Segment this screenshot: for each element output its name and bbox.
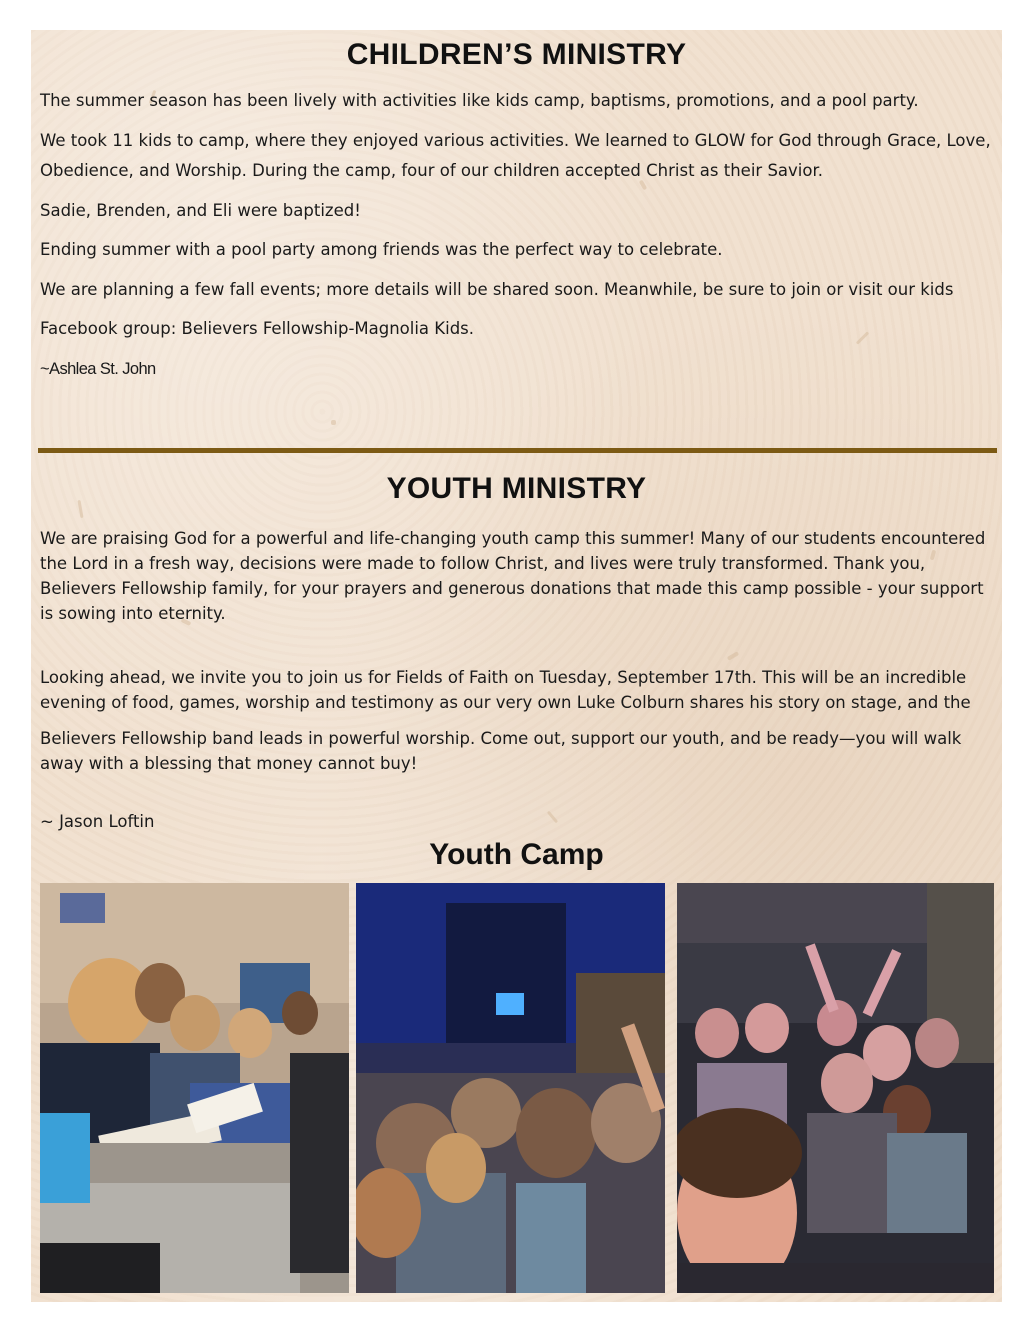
group-selfie-photo [677, 883, 994, 1293]
childrens-ministry-heading: CHILDREN’S MINISTRY [346, 38, 687, 71]
newsletter-page [31, 30, 1002, 1302]
youth-ministry-heading: YOUTH MINISTRY [386, 472, 647, 505]
children-paragraph-2: We took 11 kids to camp, where they enjoyed various activities. We learned to GLOW for God through Grace, Love, Obedience, and Worship. During the camp, four of our children accepted Christ as their Savior. [40, 131, 991, 180]
children-signature: ~Ashlea St. John [40, 360, 156, 378]
children-paragraph-6: Facebook group: Believers Fellowship-Magnolia Kids. [40, 319, 475, 338]
section-divider [38, 448, 997, 453]
youth-paragraph-3: Believers Fellowship band leads in powerful worship. Come out, support our youth, and be ready—you will walk away with a blessing that money cannot buy! [40, 729, 962, 773]
youth-camp-heading: Youth Camp [429, 838, 604, 871]
youth-paragraph-2: Looking ahead, we invite you to join us for Fields of Faith on Tuesday, September 17th. This will be an incredible evening of food, games, worship and testimony as our very own Luke Colburn shares his story on stage, and the [40, 668, 971, 712]
children-paragraph-3: Sadie, Brenden, and Eli were baptized! [40, 201, 361, 220]
students-studying-photo [40, 883, 349, 1293]
children-paragraph-1: The summer season has been lively with activities like kids camp, baptisms, promotions, and a pool party. [40, 91, 919, 110]
worship-crowd-photo [356, 883, 665, 1293]
youth-signature: ~ Jason Loftin [40, 812, 155, 831]
children-paragraph-4: Ending summer with a pool party among friends was the perfect way to celebrate. [40, 240, 723, 259]
youth-paragraph-1: We are praising God for a powerful and life-changing youth camp this summer! Many of our students encountered the Lord in a fresh way, decisions were made to follow Christ, and lives were truly transformed. Thank you, Believers Fellowship family, for your prayers and generous donations that made this camp possible - your support is sowing into eternity. [40, 529, 986, 623]
children-paragraph-5: We are planning a few fall events; more details will be shared soon. Meanwhile, be sure to join or visit our kids [40, 280, 954, 299]
